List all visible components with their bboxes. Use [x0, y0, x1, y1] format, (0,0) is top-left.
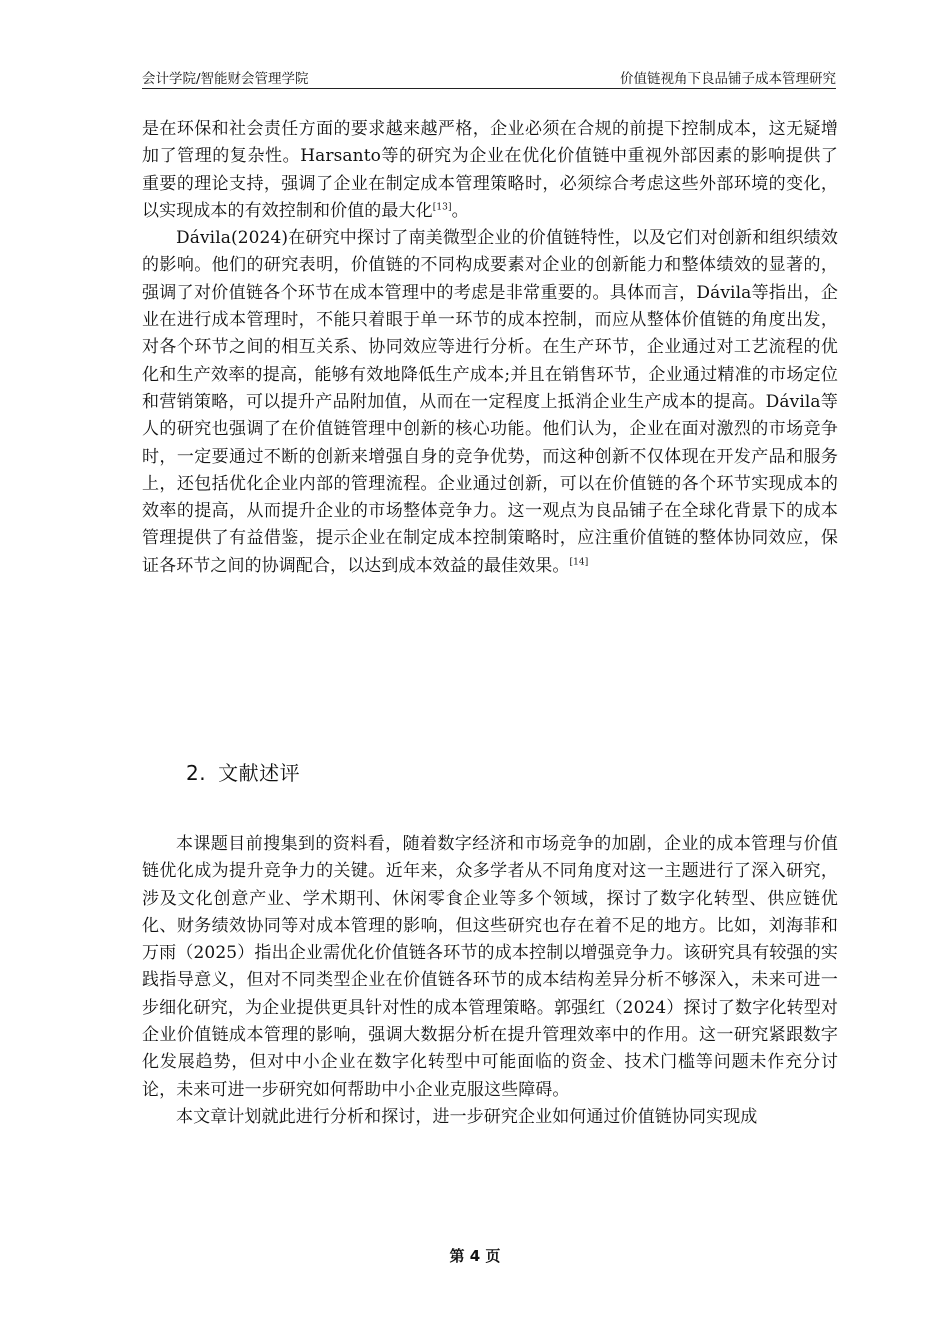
paragraph-text: Dávila(2024)在研究中探讨了南美微型企业的价值链特性，以及它们对创新和组织绩效的影响。他们的研究表明，价值链的不同构成要素对企业的创新能力和整体绩效的显著的，强调了对价值链各个环节在成本管理中的考虑是非常重要的。具体而言，Dávila等指出，企业在进行成本管理时，不能只着眼于单一环节的成本控制，而应从整体价值链的角度出发，对各个环节之间的相互关系、协同效应等进行分析。在生产环节，企业通过对工艺流程的优化和生产效率的提高，能够有效地降低生产成本;并且在销售环节，企业通过精准的市场定位和营销策略，可以提升产品附加值，从而在一定程度上抵消企业生产成本的提高。Dávila等人的研究也强调了在价值链管理中创新的核心功能。他们认为，企业在面对激烈的市场竞争时，一定要通过不断的创新来增强自身的竞争优势，而这种创新不仅体现在开发产品和服务上，还包括优化企业内部的管理流程。企业通过创新，可以在价值链的各个环节实现成本的效率的提高，从而提升企业的市场整体竞争力。这一观点为良品铺子在全球化背景下的成本管理提供了有益借鉴，提示企业在制定成本控制策略时，应注重价值链的整体协同效应，保证各环节之间的协调配合，以达到成本效益的最佳效果。: [142, 228, 838, 576]
section-title-text: 文献述评: [218, 761, 301, 785]
paragraph-review: 本课题目前搜集到的资料看，随着数字经济和市场竞争的加剧，企业的成本管理与价值链优化成为提升竞争力的关键。近年来，众多学者从不同角度对这一主题进行了深入研究，涉及文化创意产业、学术期刊、休闲零食企业等多个领域，探讨了数字化转型、供应链优化、财务绩效协同等对成本管理的影响，但这些研究也存在着不足的地方。比如，刘海菲和万雨（2025）指出企业需优化价值链各环节的成本控制以增强竞争力。该研究具有较强的实践指导意义，但对不同类型企业在价值链各环节的成本结构差异分析不够深入，未来可进一步细化研究，为企业提供更具针对性的成本管理策略。郭强红（2024）探讨了数字化转型对企业价值链成本管理的影响，强调大数据分析在提升管理效率中的作用。这一研究紧跟数字化发展趋势，但对中小企业在数字化转型中可能面临的资金、技术门槛等问题未作充分讨论，未来可进一步研究如何帮助中小企业克服这些障碍。: [142, 834, 838, 1100]
paragraph-tail: 。: [451, 200, 469, 221]
paragraph-text: 是在环保和社会责任方面的要求越来越严格，企业必须在合规的前提下控制成本，这无疑增加了管理的复杂性。Harsanto等的研究为企业在优化价值链中重视外部因素的影响提供了重要的理论支持，强调了企业在制定成本管理策略时，必须综合考虑这些外部环境的变化，以实现成本的有效控制和价值的最大化: [142, 119, 838, 221]
body-block-1: [142, 116, 838, 580]
paragraph-continuation: [142, 116, 838, 225]
page-number: 第 4 页: [449, 1247, 501, 1265]
running-header: [142, 64, 836, 89]
citation-13: [13]: [432, 202, 452, 213]
section-heading: [186, 757, 300, 786]
citation-14: [14]: [569, 557, 589, 568]
paragraph-davila: [142, 225, 838, 580]
section-number: 2.: [186, 761, 207, 785]
paragraph-plan: 本文章计划就此进行分析和探讨，进一步研究企业如何通过价值链协同实现成: [176, 1106, 758, 1127]
body-block-2: [142, 831, 838, 1131]
header-school: 会计学院/智能财会管理学院: [142, 71, 309, 87]
header-thesis-title: 价值链视角下良品铺子成本管理研究: [620, 71, 836, 87]
